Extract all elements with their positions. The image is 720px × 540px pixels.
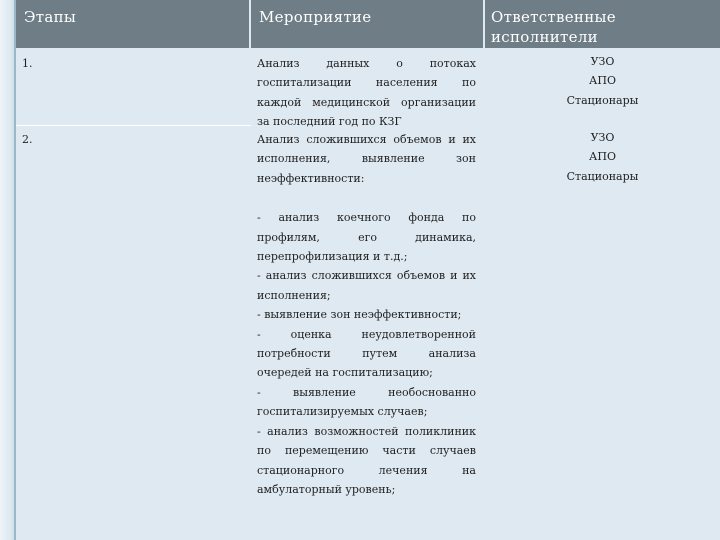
responsible-item: УЗО bbox=[590, 55, 615, 68]
header-responsible-label: Ответственные исполнители bbox=[491, 8, 616, 46]
header-stages bbox=[16, 0, 249, 48]
responsible-item: Стационары bbox=[566, 169, 639, 183]
activity-item: - выявление зон неэффективности; bbox=[257, 308, 462, 322]
activity-intro: Анализ сложившихся объемов и их исполнения, выявление зон неэффективности: bbox=[257, 133, 476, 185]
responsible-item: АПО bbox=[589, 74, 616, 88]
stages-column bbox=[16, 50, 249, 540]
header-activity-label: Мероприятие bbox=[259, 8, 372, 26]
activity-item: - анализ возможностей поликлиник по перемещению части случаев стационарного лечения на амбулаторный уровень; bbox=[257, 424, 476, 496]
row-divider bbox=[16, 125, 251, 126]
header-stages-label: Этапы bbox=[24, 8, 77, 26]
responsible-list bbox=[485, 52, 720, 110]
responsible-list bbox=[485, 128, 720, 186]
activity-text: Анализ данных о потоках госпитализации населения по каждой медицинской организации за последний год по КЗГ bbox=[257, 57, 476, 129]
activity-text bbox=[257, 130, 476, 499]
responsible-item: Стационары bbox=[566, 93, 639, 107]
activity-item: - оценка неудовлетворенной потребности путем анализа очередей на госпитализацию; bbox=[257, 327, 476, 380]
plan-table bbox=[16, 0, 720, 540]
header-activity bbox=[251, 0, 483, 48]
responsible-item: АПО bbox=[589, 150, 616, 164]
slide-left-decoration bbox=[0, 0, 16, 540]
stage-number: 2. bbox=[22, 133, 33, 146]
stage-number: 1. bbox=[22, 57, 33, 70]
activity-item: - выявление необоснованно госпитализируемых случаев; bbox=[257, 385, 476, 419]
header-responsible bbox=[485, 0, 720, 48]
activity-item: - анализ коечного фонда по профилям, его динамика, перепрофилизация и т.д.; bbox=[257, 211, 476, 264]
responsible-column bbox=[485, 50, 720, 540]
responsible-item: УЗО bbox=[590, 131, 615, 144]
activity-item: - анализ сложившихся объемов и их исполнения; bbox=[257, 269, 476, 302]
paragraph-gap bbox=[257, 188, 476, 208]
